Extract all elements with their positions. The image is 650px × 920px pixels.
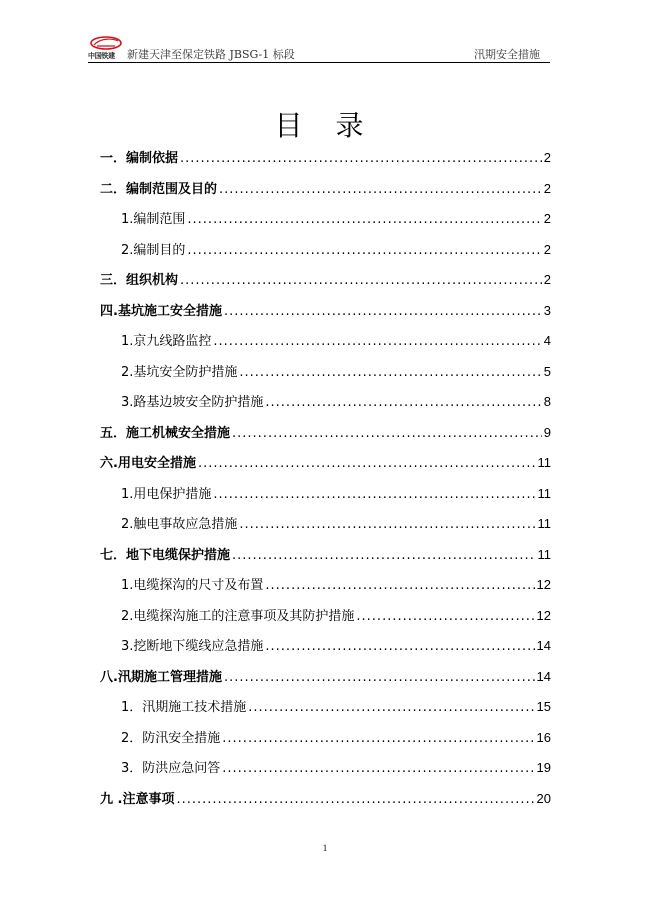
toc-entry-label: 一．编制依据: [100, 151, 179, 166]
page-number: 1: [322, 843, 328, 853]
toc-leader-dots: [222, 754, 534, 785]
toc-entry-page: 19: [536, 760, 551, 775]
toc-entry-label: 1.电缆探沟的尺寸及布置: [121, 578, 264, 593]
toc-entry[interactable]: [100, 662, 551, 693]
toc-entry-label: 四.基坑施工安全措施: [100, 303, 222, 319]
toc-leader-dots: [239, 358, 541, 389]
toc-entry-label: 二．编制范围及目的: [100, 181, 218, 197]
toc-entry-label: 七．地下电缆保护措施: [100, 547, 231, 563]
toc-leader-dots: [224, 663, 535, 694]
toc-entry-page: 5: [543, 363, 551, 379]
toc-entry[interactable]: [100, 784, 551, 815]
page-header: [88, 36, 550, 63]
toc-entry-label: 3.挖断地下缆线应急措施: [121, 639, 264, 654]
toc-entry[interactable]: [100, 723, 551, 754]
toc-leader-dots: [224, 297, 542, 328]
toc-entry[interactable]: [100, 143, 551, 174]
toc-leader-dots: [232, 541, 535, 572]
toc-leader-dots: [356, 602, 534, 633]
toc-entry-page: 2: [543, 211, 551, 226]
toc-entry[interactable]: [100, 540, 551, 571]
toc-leader-dots: [213, 480, 535, 511]
toc-entry-page: 2: [543, 150, 551, 165]
toc-entry-page: 11: [537, 546, 551, 562]
toc-entry-page: 2: [543, 272, 551, 287]
toc-leader-dots: [187, 236, 541, 267]
toc-entry-label: 1．汛期施工技术措施: [121, 700, 247, 715]
crcc-logo-icon: [90, 36, 122, 50]
toc-entry-label: 1.用电保护措施: [121, 486, 212, 502]
toc-entry[interactable]: [100, 692, 551, 723]
toc-leader-dots: [213, 327, 541, 358]
toc-leader-dots: [265, 632, 534, 663]
toc-entry-page: 2: [543, 180, 551, 196]
toc-leader-dots: [187, 205, 541, 236]
table-of-contents: [100, 143, 551, 814]
toc-leader-dots: [180, 144, 542, 175]
toc-leader-dots: [222, 724, 534, 755]
toc-entry[interactable]: [100, 570, 551, 601]
toc-entry-label: 九 .注意事项: [100, 791, 175, 807]
toc-entry[interactable]: [100, 631, 551, 662]
toc-entry[interactable]: [100, 326, 551, 357]
toc-entry-page: 12: [536, 577, 551, 592]
company-logo: [88, 36, 128, 61]
toc-entry-page: 12: [536, 607, 551, 623]
toc-leader-dots: [239, 510, 535, 541]
toc-leader-dots: [248, 693, 534, 724]
document-title: 目 录: [274, 109, 376, 142]
toc-entry[interactable]: [100, 509, 551, 540]
toc-entry[interactable]: [100, 601, 551, 632]
toc-entry-page: 20: [536, 790, 551, 806]
toc-entry-label: 2.触电事故应急措施: [121, 517, 238, 532]
toc-leader-dots: [180, 266, 542, 297]
toc-entry-page: 3: [543, 302, 551, 318]
toc-entry[interactable]: [100, 296, 551, 327]
toc-entry[interactable]: [100, 418, 551, 449]
toc-entry-page: 9: [543, 424, 551, 440]
logo-text: 中国铁建: [88, 52, 115, 60]
toc-entry-label: 2.编制目的: [121, 242, 186, 258]
toc-entry-label: 1.京九线路监控: [121, 334, 212, 349]
toc-entry-page: 4: [543, 333, 551, 348]
toc-entry-label: 3.路基边坡安全防护措施: [121, 395, 264, 410]
header-title: 新建天津至保定铁路 JBSG-1 标段: [127, 48, 295, 61]
toc-entry-page: 15: [536, 699, 551, 714]
toc-entry[interactable]: [100, 448, 551, 479]
toc-entry-label: 五．施工机械安全措施: [100, 425, 231, 441]
toc-entry-page: 14: [536, 638, 551, 653]
toc-leader-dots: [265, 571, 534, 602]
toc-entry-label: 八.汛期施工管理措施: [100, 669, 222, 685]
toc-leader-dots: [265, 388, 541, 419]
toc-entry[interactable]: [100, 265, 551, 296]
toc-leader-dots: [198, 449, 536, 480]
toc-entry-label: 2.电缆探沟施工的注意事项及其防护措施: [121, 608, 355, 624]
toc-entry-page: 11: [537, 455, 551, 470]
toc-entry[interactable]: [100, 753, 551, 784]
toc-entry-page: 14: [536, 668, 551, 684]
toc-entry[interactable]: [100, 174, 551, 205]
toc-entry[interactable]: [100, 204, 551, 235]
toc-entry-page: 8: [543, 394, 551, 409]
toc-entry-label: 3．防洪应急问答: [121, 761, 221, 776]
toc-entry[interactable]: [100, 387, 551, 418]
toc-entry-page: 11: [537, 516, 551, 531]
toc-leader-dots: [232, 419, 542, 450]
toc-leader-dots: [176, 785, 534, 816]
toc-leader-dots: [219, 175, 542, 206]
toc-entry[interactable]: [100, 479, 551, 510]
toc-entry-page: 11: [537, 485, 551, 501]
toc-entry-label: 1.编制范围: [121, 212, 186, 227]
toc-entry[interactable]: [100, 235, 551, 266]
toc-entry-label: 三．组织机构: [100, 273, 179, 288]
header-right-text: 汛期安全措施: [474, 48, 540, 61]
toc-entry-page: 2: [543, 241, 551, 257]
toc-entry-label: 六.用电安全措施: [100, 456, 196, 471]
toc-entry-label: 2．防汛安全措施: [121, 730, 221, 746]
toc-entry-page: 16: [536, 729, 551, 745]
toc-entry[interactable]: [100, 357, 551, 388]
toc-entry-label: 2.基坑安全防护措施: [121, 364, 238, 380]
